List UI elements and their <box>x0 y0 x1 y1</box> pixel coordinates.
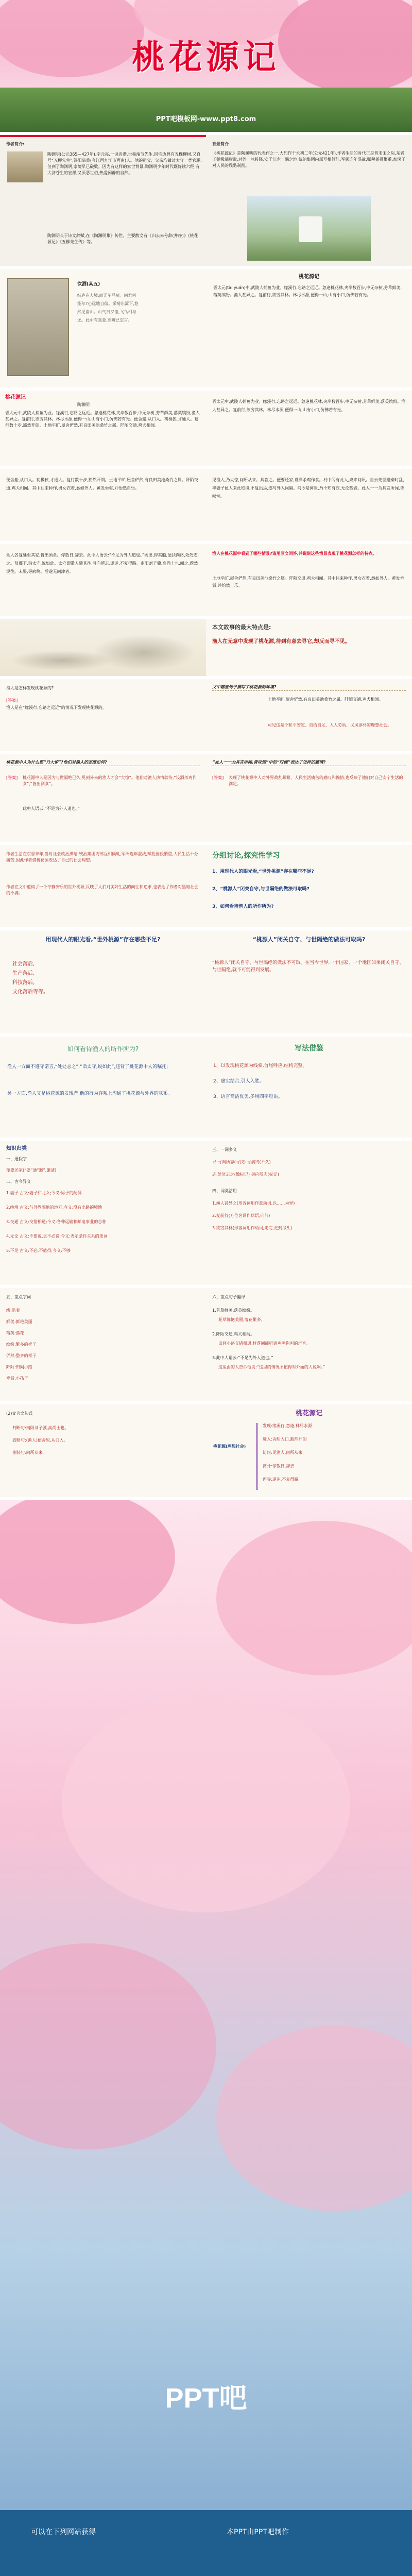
environment-note: 可见这是个和平安定、自给自足、人人劳动、民风淳朴的理想社会。 <box>268 723 391 727</box>
discovery-answer: 渔人是在“缘溪行,忘路之远近”的情况下发现桃花源的。 <box>6 705 107 710</box>
polysemy-line-1: 三、一词多义 <box>212 1147 237 1152</box>
author-paragraph-2: 陶渊明长于诗文辞赋,在《陶渊明集》传世。主要散文有《归去来兮辞(并序)》《桃花源记》《五柳先生传》等。 <box>47 233 198 244</box>
full-text-slide <box>0 391 206 466</box>
knowledge-line-3: 二、古今异义 <box>6 1179 31 1184</box>
knowledge-line-4: 1.妻子 古义:妻子和儿女;今义:男子的配偶 <box>6 1191 82 1195</box>
shortcoming-slide <box>0 930 206 1033</box>
background-text: 《桃花源记》是陶渊明的代表作之一,大约作于永初二年(公元421年),作者生活的时代正是晋末宋之际,东晋王朝极端腐败,对外一味投降,安于江左一隅之地,统治集团内部互相倾轧,军阀连年混战,赋税徭役繁重,加深了对人民的残酷剥削。 <box>212 151 406 168</box>
translation-slide <box>206 1288 412 1401</box>
isolation-slide <box>206 930 412 1033</box>
sigh-question: “此人一一为具言所闻,皆叹惋”中的“叹惋”表达了怎样的感情? <box>212 759 406 766</box>
background-image <box>247 196 371 261</box>
theme-text: 作者生活在东晋末年,当时社会政治黑暗,统治集团内部互相倾轧,军阀连年混战,赋税徭役繁重,人民生活十分痛苦,因此作者借桃花源表达了自己的社会理想。 <box>6 852 198 862</box>
paragraph-2-text: 便舍船,从口入。初极狭,才通人。复行数十步,豁然开朗。土地平旷,屋舍俨然,有良田美池桑竹之属。阡陌交通,鸡犬相闻。其中往来种作,男女衣着,悉如外人。黄发垂髫,并怡然自乐。 <box>6 478 198 490</box>
translation-line-4: 2.阡陌交通,鸡犬相闻。 <box>212 1332 255 1336</box>
sentence-line-3: 省略句:(渔人)便舍船,从口入。 <box>12 1438 68 1443</box>
feature-bullet-1: 渔人在无意中发现了桃花源,待到有意去寻它,却反而寻不见。 <box>212 639 350 645</box>
environment-question: 文中哪些句子描写了桃花源的环境? <box>212 684 406 691</box>
cover-title: 桃花源记 <box>132 38 280 77</box>
paragraph-1-slide <box>206 391 412 466</box>
discovery-question-slide <box>0 679 206 751</box>
paragraph-3-slide <box>206 469 412 541</box>
discussion-slide <box>206 845 412 927</box>
structure-group-5: 再寻:遂迷,不复得路 <box>263 1477 299 1482</box>
scene-question-highlight: 渔人在桃花源中看到了哪些情景?请用原文回答,并说说这些情景表现了桃花源怎样的特点。 <box>212 551 377 556</box>
knowledge-line-8: 5.不足 古义:不必,不值得;今义:不够 <box>6 1248 71 1253</box>
cover-site: PPT吧模板网-www.ppt8.com <box>156 115 256 123</box>
feature-heading: 本文故事的最大特点是: <box>212 624 271 631</box>
fisherman-question: 如何看待渔人的所作所为? <box>67 1045 139 1053</box>
shortcoming-item-2: 生产落后, <box>12 971 35 976</box>
full-text-title: 桃花源记 <box>5 395 26 400</box>
paragraph-3-text: 见渔人,乃大惊,问所从来。具答之。便要还家,设酒杀鸡作食。村中闻有此人,咸来问讯。自云先世避秦时乱,率妻子邑人来此绝境,不复出焉,遂与外人间隔。问今是何世,乃不知有汉,无论魏晋。此人一一为具言所闻,皆叹惋。 <box>212 478 404 499</box>
poem-text: 结庐在人境,而无车马喧。问君何能尔?心远地自偏。采菊东篱下,悠然见南山。山气日夕佳,飞鸟相与还。此中有真意,欲辨已忘言。 <box>77 293 139 323</box>
sigh-answer: 表现了桃花源中人对外界战乱频繁、人民生活痛苦的感叹和惋惜,也反映了他们对自己安宁生活的满足。 <box>229 775 403 786</box>
structure-left: 桃花源(理想社会) <box>213 1444 246 1449</box>
translation-line-3: 花草鲜艳美丽,落花繁多。 <box>218 1317 265 1322</box>
writing-item-3: 3、语言简洁优美,多用四字短语。 <box>213 1094 283 1099</box>
reaction-question: 桃花源中人为什么要“乃大惊”?他们对渔人的态度如何? <box>6 759 200 766</box>
shortcoming-question: 用现代人的眼光看,“世外桃源”存在哪些不足? <box>45 936 161 943</box>
knowledge-line-5: 2.绝境 古义:与外界隔绝的地方;今义:没有出路的境地 <box>6 1205 102 1210</box>
author-heading: 作者简介: <box>6 142 25 146</box>
theme-slide <box>0 845 206 927</box>
cover-slide <box>0 0 412 132</box>
paragraph-4-text: 余人各复延至其家,皆出酒食。停数日,辞去。此中人语云:“不足为外人道也。”既出,得其船,便扶向路,处处志之。及郡下,诣太守,说如此。太守即遣人随其往,寻向所志,遂迷,不复得路。南阳刘子骥,高尚士也,闻之,欣然规往。未果,寻病终。后遂无问津者。 <box>6 553 198 574</box>
closing-logo: PPT吧 <box>165 2383 247 2414</box>
polysemy-line-3: 志:处处志之(做标记) 寻向所志(标记) <box>212 1172 279 1177</box>
discussion-item-3: 3、如何看待渔人的所作所为? <box>212 904 274 909</box>
sigh-answer-label: [答案] <box>212 775 224 780</box>
words-line-1: 五、重点字词 <box>6 1295 31 1299</box>
shortcoming-item-1: 社会落后, <box>12 961 35 967</box>
reaction-question-slide <box>0 754 206 842</box>
paragraph-2-slide <box>0 469 206 541</box>
paragraph-1-text: 晋太元中,武陵人捕鱼为业。缘溪行,忘路之远近。忽逢桃花林,夹岸数百步,中无杂树,芳草鲜美,落英缤纷。渔人甚异之。复前行,欲穷其林。林尽水源,便得一山,山有小口,仿佛若有光。 <box>212 399 406 412</box>
polysemy-line-7: 3.欲穷其林(形容词用作动词,走完,走到尽头) <box>212 1226 292 1230</box>
closing-slide <box>0 1500 412 2576</box>
feature-slide <box>206 619 412 676</box>
sentence-line-1: (2)文言文句式 <box>6 1411 33 1416</box>
writing-heading: 写法借鉴 <box>295 1044 323 1053</box>
scene-question-text: 土地平旷,屋舍俨然,有良田美池桑竹之属。阡陌交通,鸡犬相闻。其中往来种作,男女衣着,悉如外人。黄发垂髫,并怡然自乐。 <box>212 576 404 588</box>
sentence-line-2: 判断句:南阳刘子骥,高尚士也。 <box>12 1426 69 1430</box>
paragraph-4-slide <box>0 544 206 616</box>
background-heading: 背景简介 <box>212 142 229 146</box>
structure-slide <box>206 1404 412 1497</box>
translation-line-7: 这里面的人告诉他说:“这里的情况不值得对外面的人说啊。” <box>218 1365 325 1369</box>
translation-line-5: 田间小路交错相通,村落间能听到鸡鸣狗叫的声音。 <box>218 1341 311 1346</box>
polysemy-slide <box>206 1141 412 1285</box>
isolation-answer: “桃源人”闭关自守、与世隔绝的做法不可取。在当今世界,一个国家、一个地区如果闭关自守、与世隔绝,就不可能得到发展。 <box>212 960 404 973</box>
knowledge-line-2: 便要还家(“要”通“邀”,邀请) <box>6 1168 57 1173</box>
fisherman-item-2: 另一方面,渔人又是桃花源的发现者,他的行为客观上沟通了桃花源与外界的联系。 <box>7 1091 173 1096</box>
discussion-item-1: 1、用现代人的眼光看,“世外桃源”存在哪些不足? <box>212 869 314 874</box>
polysemy-line-5: 1.渔人甚异之(形容词用作意动词,以……为异) <box>212 1201 295 1206</box>
environment-question-slide <box>206 679 412 751</box>
text-preview-slide <box>206 269 412 387</box>
words-line-3: 鲜美:鲜艳美丽 <box>6 1319 32 1324</box>
full-text-body: 晋太元中,武陵人捕鱼为业。缘溪行,忘路之远近。忽逢桃花林,夹岸数百步,中无杂树,芳草鲜美,落英缤纷,渔人甚异之。复前行,欲穷其林。林尽水源,便得一山,山有小口,仿佛若有光。便舍船,从口入。初极狭,才通人。复行数十步,豁然开朗。土地平旷,屋舍俨然,有良田美池桑竹之属。阡陌交通,鸡犬相闻。 <box>5 411 200 428</box>
author-intro-slide <box>0 135 206 266</box>
knowledge-slide <box>0 1141 206 1285</box>
sentence-line-4: 倒装句:问所从来。 <box>12 1450 47 1455</box>
poem-slide <box>0 269 206 387</box>
translation-line-1: 六、重点句子翻译 <box>212 1295 245 1299</box>
author-photo <box>7 151 43 182</box>
poem-painting <box>7 278 69 376</box>
writing-slide <box>206 1037 412 1138</box>
writing-item-1: 1、以发现桃花源为线索,首尾呼应,结构完整。 <box>213 1063 307 1069</box>
reaction-answer: 桃花源中人是因为与世隔绝已久,见到外来的渔人才会“大惊”。他们对渔人热情款待,“设酒杀鸡作食”,“皆出酒食”。 <box>23 775 197 786</box>
background-slide <box>206 135 412 266</box>
translation-line-2: 1.芳草鲜美,落英缤纷。 <box>212 1308 255 1313</box>
words-line-5: 缤纷:繁多的样子 <box>6 1342 37 1347</box>
structure-group-4: 离开:停数日,辞去 <box>263 1464 295 1468</box>
polysemy-line-2: 寻:寻向所志(寻找) 寻病终(不久) <box>212 1160 271 1164</box>
discussion-heading: 分组讨论,探究性学习 <box>212 852 280 860</box>
structure-title: 桃花源记 <box>295 1410 322 1417</box>
discovery-question: 渔人是怎样发现桃花源的? <box>6 686 54 690</box>
structure-group-2: 进入:舍船入口,豁然开朗 <box>263 1437 307 1442</box>
closing-link-1[interactable]: 可以在下列网站获得 <box>31 2528 96 2536</box>
ink-painting-slide <box>0 619 206 676</box>
sentence-slide <box>0 1404 206 1497</box>
fisherman-item-1: 渔人一方面不遵守诺言,“处处志之”,“诣太守,说如此”,违背了桃花源中人的嘱托; <box>7 1064 168 1070</box>
reaction-answer-label: [答案] <box>6 775 18 780</box>
words-line-7: 阡陌:田间小路 <box>6 1365 32 1369</box>
words-line-6: 俨然:整齐的样子 <box>6 1353 37 1358</box>
isolation-question: “桃源人”闭关自守、与世隔绝的做法可取吗? <box>252 936 366 943</box>
shortcoming-item-4: 文化落后等等。 <box>12 989 48 995</box>
author-paragraph-1: 陶渊明(公元365—427年),字元亮,一说名潜,世称靖节先生,因宅边曾有五棵柳树,又自号“五柳先生”,浔阳柴桑(今江西九江市西南)人。他的祖父、父亲均做过太守一类官职,但到了陶渊明,家境早已破败。因为有这样的家世背景,陶渊明少年时代既好读六经,有大济苍生的宏愿,又厌恶世俗,热爱闲静的自然。 <box>47 152 202 175</box>
scene-question-slide <box>206 544 412 616</box>
poem-title: 饮酒(其五) <box>77 282 100 287</box>
structure-group-3: 访问:见渔人,问所从来 <box>263 1450 303 1455</box>
discussion-item-2: 2、“桃源人”闭关自守,与世隔绝的做法可取吗? <box>212 887 310 892</box>
polysemy-line-4: 四、词类活用 <box>212 1189 237 1193</box>
polysemy-line-6: 2.复前行(方位名词作状语,向前) <box>212 1213 270 1218</box>
translation-line-6: 3.此中人语云:“不足为外人道也。” <box>212 1355 273 1360</box>
closing-link-2[interactable]: 本PPT由PPT吧制作 <box>227 2528 289 2536</box>
theme-text-2: 作者在文中虚构了一个宁静安乐的世外桃源,反映了人们对美好生活的向往和追求,也表达了作者对黑暗社会的不满。 <box>6 885 199 895</box>
text-preview-title: 桃花源记 <box>299 274 319 280</box>
discovery-answer-label: [答案] <box>6 698 18 703</box>
reaction-aside: 此中人语云:“不足为外人道也。” <box>23 806 80 811</box>
fisherman-slide <box>0 1037 206 1138</box>
text-preview-body: 晋太元(tài yuán)中,武陵人捕鱼为业。缘溪行,忘路之远近。忽逢桃花林,夹岸数百步,中无杂树,芳草鲜美,落英缤纷。渔人甚异之。复前行,欲穷其林。林尽水源,便得一山,山有小口,仿佛若有光。 <box>213 285 402 297</box>
words-line-8: 垂髫:小孩子 <box>6 1376 28 1381</box>
full-text-author: 陶渊明 <box>77 402 90 407</box>
words-line-2: 缘:沿着 <box>6 1308 20 1313</box>
knowledge-heading: 知识归类 <box>6 1146 27 1151</box>
knowledge-line-1: 一、通假字 <box>6 1157 27 1161</box>
knowledge-line-7: 4.无论 古义:不要说,更不必说;今义:表示条件关系的连词 <box>6 1234 108 1239</box>
structure-group-1: 发现:缘溪行,忽逢,林尽水源 <box>263 1423 312 1428</box>
shortcoming-item-3: 科技落后, <box>12 980 35 986</box>
words-slide <box>0 1288 206 1401</box>
environment-answer: 土地平旷,屋舍俨然,有良田美池桑竹之属。阡陌交通,鸡犬相闻。 <box>268 697 383 702</box>
sigh-question-slide <box>206 754 412 842</box>
knowledge-line-6: 3.交通 古义:交错相通;今义:各种运输和邮电事业的总称 <box>6 1219 107 1224</box>
writing-item-2: 2、虚实结合,引人入胜。 <box>213 1079 264 1084</box>
words-line-4: 落英:落花 <box>6 1331 24 1335</box>
